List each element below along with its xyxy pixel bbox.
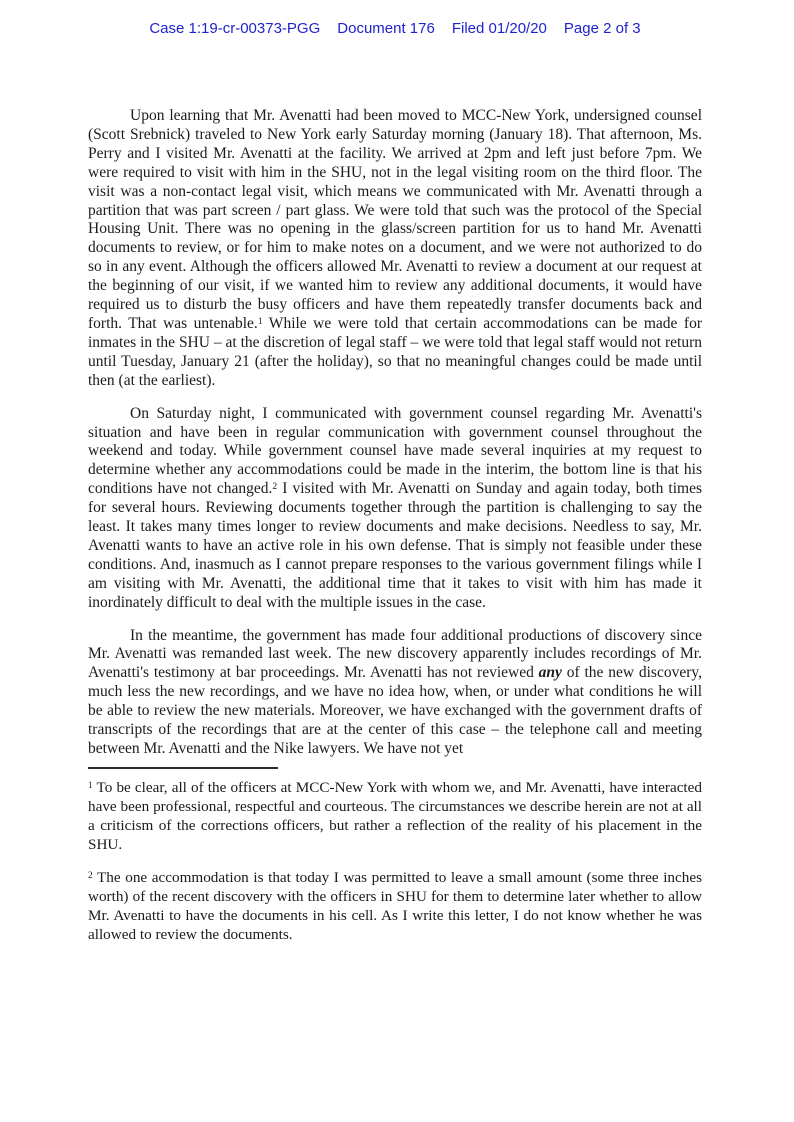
document-number: Document 176: [337, 20, 435, 37]
document-body: [88, 107, 702, 759]
footnotes-section: [88, 778, 702, 944]
footnote-1: $^1$ To be clear, all of the officers at MCC-New York with whom we, and Mr. Avenatti, have interacted have been professional, respectful and courteous. The circumstances we describe herein are not at all a criticism of the corrections officers, but rather a reflection of the reality of his placement in the SHU.: [88, 778, 702, 853]
footnote-2: $^2$ The one accommodation is that today I was permitted to leave a small amount (some three inches worth) of the recent discovery with the officers in SHU for them to determine later whether to allow Mr. Avenatti to have the documents in his cell. As I write this letter, I do not know whether he was allowed to review the documents.: [88, 868, 702, 943]
body-paragraph-2: On Saturday night, I communicated with government counsel regarding Mr. Avenatti's situation and have been in regular communication with government counsel throughout the weekend and today. While government counsel have made several inquiries at my request to determine whether any accommodations could be made in the interim, the bottom line is that his conditions have not changed.$^2$ I visited with Mr. Avenatti on Sunday and again today, both times for several hours. Reviewing documents together through the partition is challenging to say the least. It takes many times longer to review documents and make decisions. Needless to say, Mr. Avenatti wants to have an active role in his own defense. That is simply not feasible under these conditions. And, inasmuch as I cannot prepare responses to the various government filings while I am visiting with Mr. Avenatti, the additional time that it takes to visit with him has made it inordinately difficult to deal with the multiple issues in the case.: [88, 404, 702, 611]
footnote-separator: [88, 767, 278, 769]
case-header: [88, 20, 702, 38]
filed-date: Filed 01/20/20: [451, 20, 547, 37]
body-paragraph-1: Upon learning that Mr. Avenatti had been moved to MCC-New York, undersigned counsel (Scott Srebnick) traveled to New York early Saturday morning (January 18). That afternoon, Ms. Perry and I visited Mr. Avenatti at the facility. We arrived at 2pm and left just before 7pm. We were required to visit with him in the SHU, not in the legal visiting room on the third floor. The visit was a non-contact legal visit, which means we communicated with Mr. Avenatti through a partition that was part screen / part glass. We were told that such was the protocol of the Special Housing Unit. There was no opening in the glass/screen partition for us to hand Mr. Avenatti documents to review, or for him to make notes on a document, and we were not authorized to do so in any event. Although the officers allowed Mr. Avenatti to review a document at our request at the beginning of our visit, if we wanted him to review any additional documents, it would have required us to disturb the busy officers and have them repeatedly transfer documents back and forth. That was untenable.$^1$ While we were told that certain accommodations can be made for inmates in the SHU – at the discretion of legal staff – we were told that legal staff would not return until Tuesday, January 21 (after the holiday), so that no meaningful changes could be made until then (at the earliest).: [88, 107, 702, 389]
body-paragraph-3: In the meantime, the government has made four additional productions of discovery since Mr. Avenatti was remanded last week. The new discovery apparently includes recordings of Mr. Avenatti's testimony at bar proceedings. Mr. Avenatti has not reviewed any of the new discovery, much less the new recordings, and we have no idea how, when, or under what conditions he will be able to review the new materials. Moreover, we have exchanged with the government drafts of transcripts of the recordings that are at the center of this case – the telephone call and meeting between Mr. Avenatti and the Nike lawyers. We have not yet: [88, 626, 702, 757]
case-number: Case 1:19-cr-00373-PGG: [149, 20, 321, 37]
page-number: Page 2 of 3: [563, 20, 641, 37]
